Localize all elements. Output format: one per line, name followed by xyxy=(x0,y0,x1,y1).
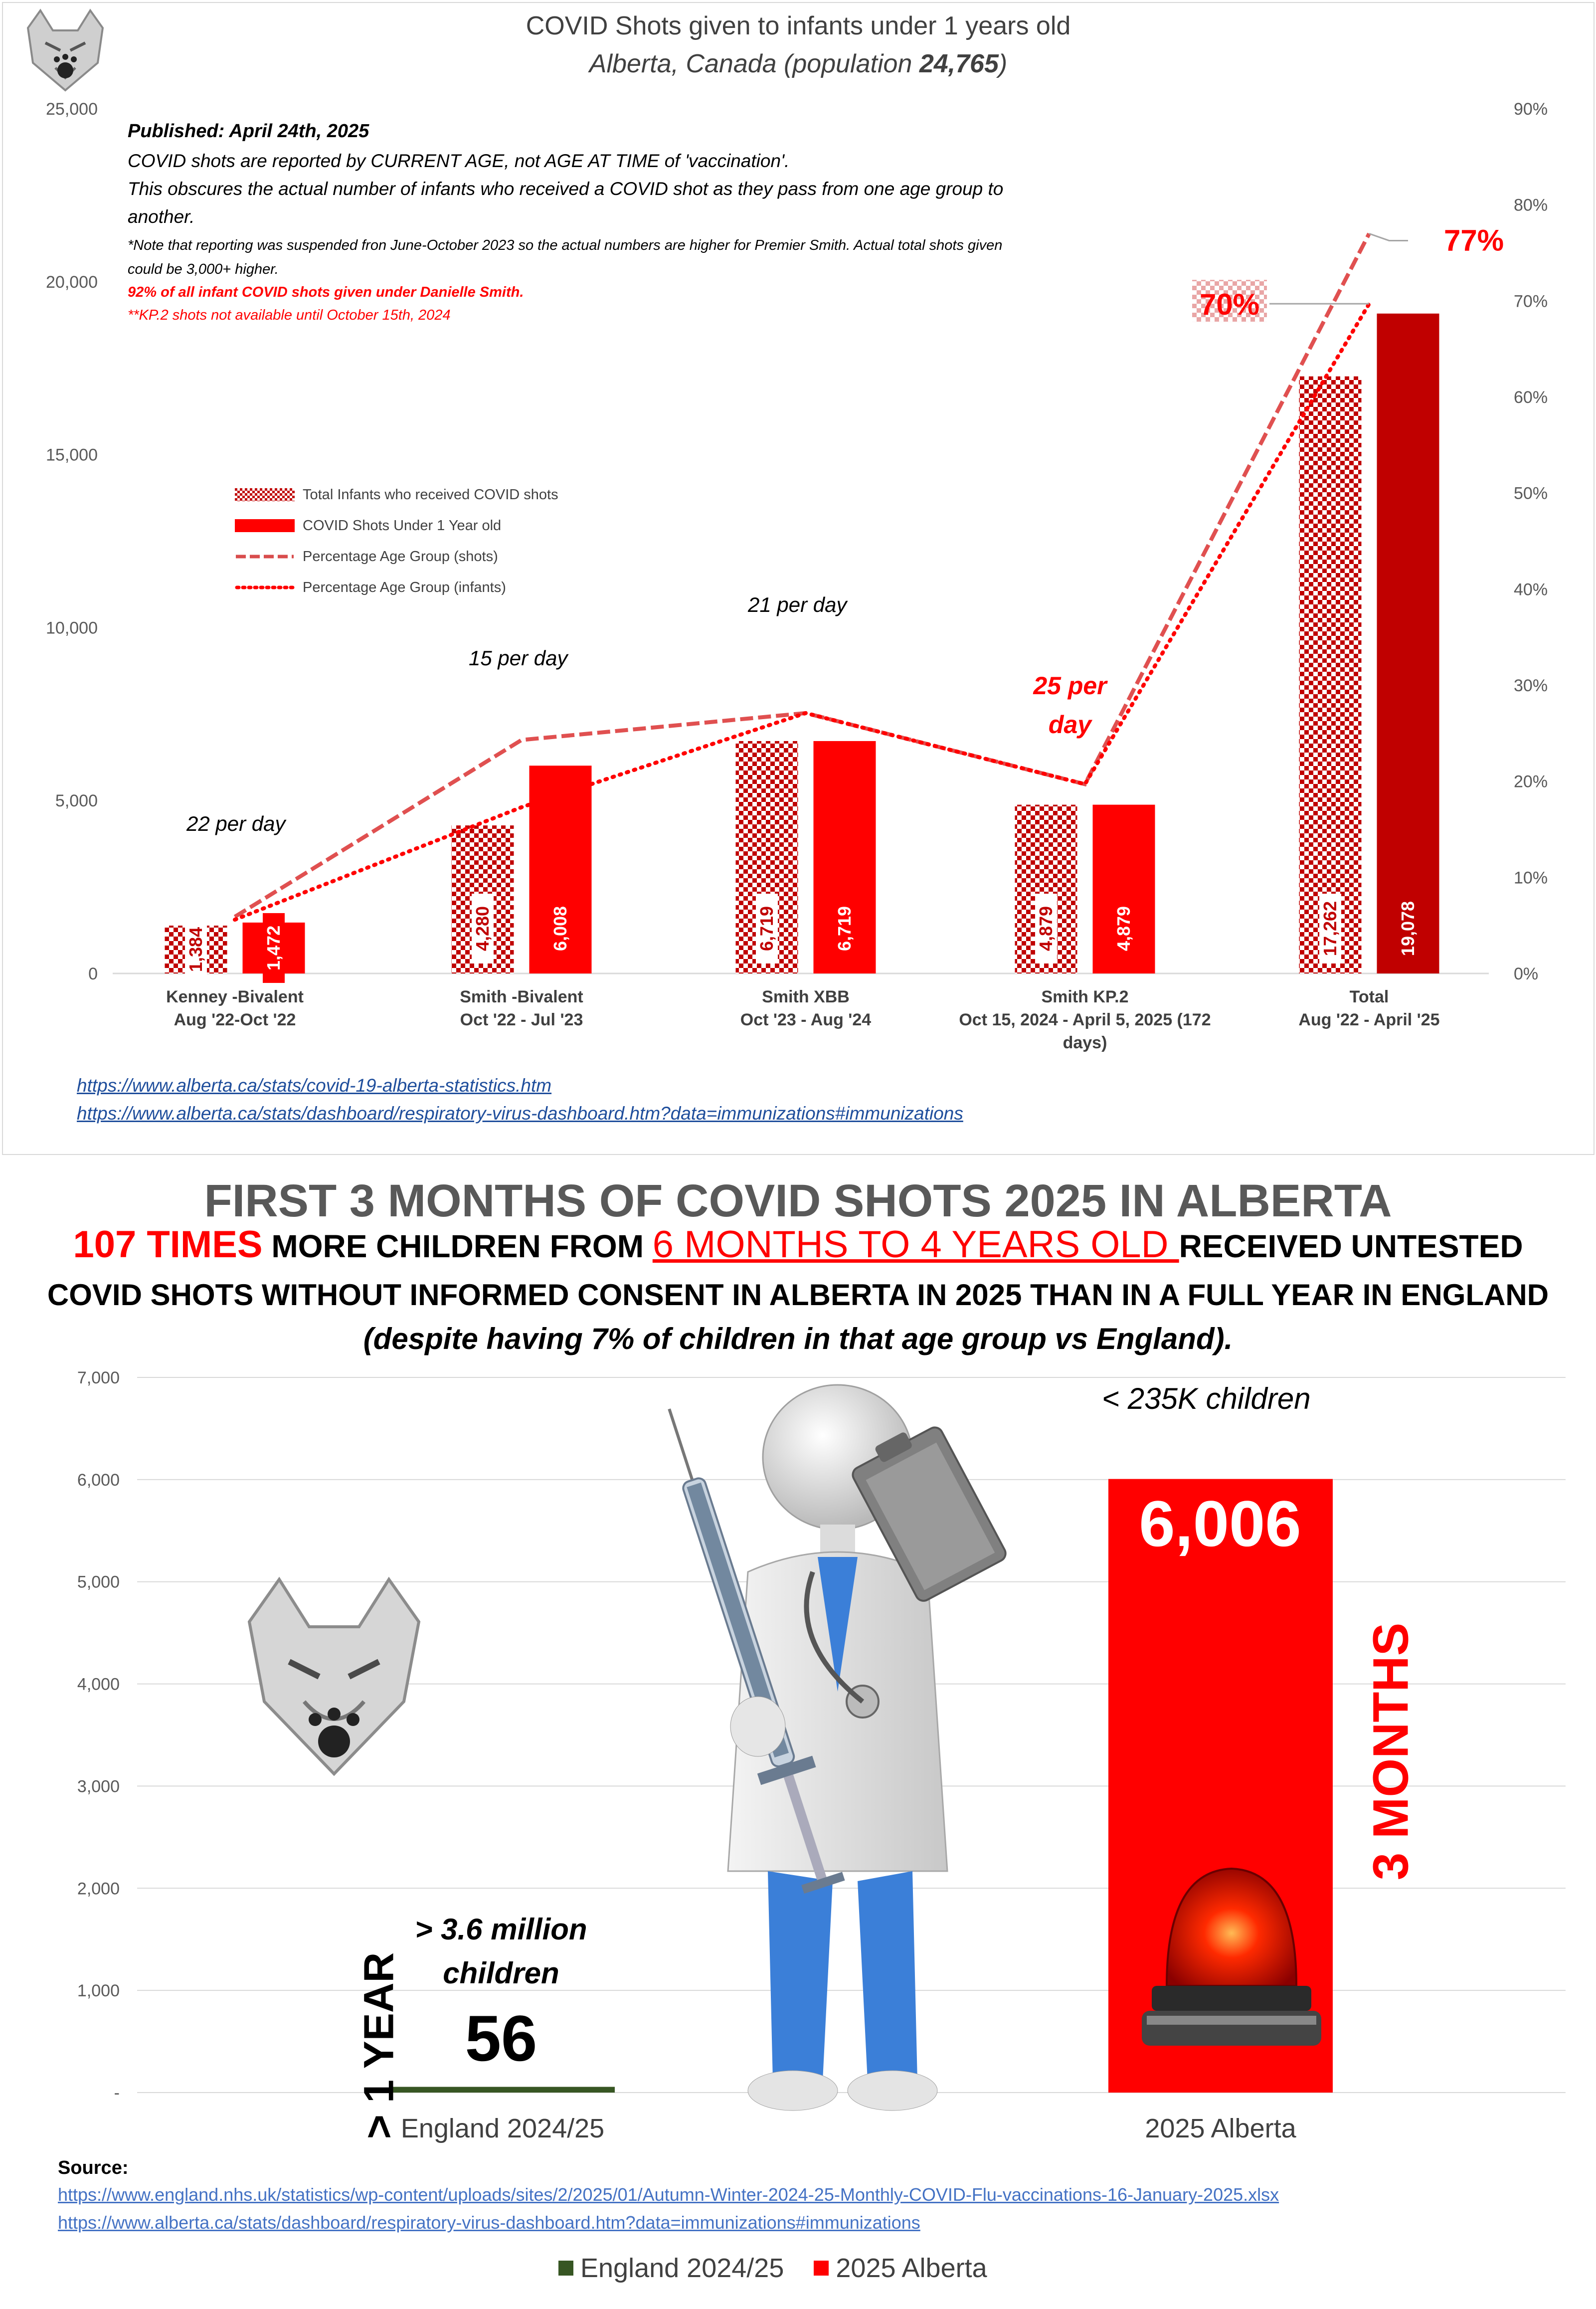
y2-tick-label: 20% xyxy=(1514,772,1548,791)
y-tick-label: 6,000 xyxy=(77,1470,120,1490)
note-suspension-a: *Note that reporting was suspended fron June-October 2023 so the actual numbers are higher for Premier Smith. Actual total shots given xyxy=(128,237,1003,253)
published-date: Published: April 24th, 2025 xyxy=(128,121,369,142)
category-label-line: Smith KP.2 xyxy=(1041,987,1129,1006)
data-label-shots-under-1: 19,078 xyxy=(1398,901,1418,957)
alberta-period-label: 3 MONTHS xyxy=(1363,1622,1419,1881)
y2-tick-label: 0% xyxy=(1514,964,1539,983)
doctor-syringe-illustration xyxy=(648,1382,1037,2120)
data-label-total-infants: 6,719 xyxy=(756,906,777,952)
category-label-line: Oct '22 - Jul '23 xyxy=(460,1010,583,1029)
category-label: England 2024/25 xyxy=(400,2114,605,2143)
top-chart-panel xyxy=(2,2,1595,1155)
annotation-kenney-per-day: 22 per day xyxy=(186,812,286,835)
alberta-children-annotation: < 235K children xyxy=(1102,1382,1311,1415)
source-link-1[interactable]: https://www.alberta.ca/stats/covid-19-alberta-statistics.htm xyxy=(77,1075,552,1096)
bottom-panel xyxy=(0,1158,1596,2309)
category-label-line: Smith XBB xyxy=(762,987,850,1006)
y-tick-label: 2,000 xyxy=(77,1879,120,1899)
chart-title: COVID Shots given to infants under 1 years old xyxy=(526,11,1071,40)
category-label-line: Kenney -Bivalent xyxy=(166,987,304,1006)
headline-2: 107 TIMES MORE CHILDREN FROM 6 MONTHS TO 4 YEARS OLD RECEIVED UNTESTED xyxy=(73,1223,1523,1266)
england-source-link[interactable]: https://www.england.nhs.uk/statistics/wp-content/uploads/sites/2/2025/01/Autumn-Winter-2024-25-Monthly-COVID-Flu-vaccinations-16-January-2025.xlsx xyxy=(58,2184,1279,2205)
y-tick-label: 5,000 xyxy=(77,1572,120,1592)
alarm-siren-icon xyxy=(1127,1841,1336,2056)
note-line-2: This obscures the actual number of infants who received a COVID shot as they pass from one age group to xyxy=(128,179,1004,199)
note-line-3: another. xyxy=(128,206,195,227)
wolf-logo-large-icon xyxy=(229,1572,439,1781)
category-label xyxy=(1264,985,1474,1031)
bar-total-infants xyxy=(1299,377,1362,973)
data-label-total-infants: 17,262 xyxy=(1320,901,1340,957)
top-bar-line-chart xyxy=(3,3,1594,1154)
category-label-line: Total xyxy=(1349,987,1389,1006)
y2-tick-label: 50% xyxy=(1514,484,1548,503)
legend-pct-infants: Percentage Age Group (infants) xyxy=(235,577,506,597)
legend-total-infants: Total Infants who received COVID shots xyxy=(235,485,558,505)
alberta-value-label: 6,006 xyxy=(1139,1487,1301,1560)
data-label-shots-under-1: 6,719 xyxy=(834,906,855,952)
y2-tick-label: 90% xyxy=(1514,100,1548,119)
annotation-kp2-per-day: 25 per day xyxy=(1033,672,1107,739)
line-pct-infants xyxy=(235,304,1369,920)
data-label-total-infants: 4,280 xyxy=(472,906,493,952)
category-label-line: Aug '22-Oct '22 xyxy=(174,1010,296,1029)
y-tick-label: 10,000 xyxy=(46,618,98,638)
category-label xyxy=(701,985,910,1031)
y2-tick-label: 60% xyxy=(1514,388,1548,407)
line-pct-shots xyxy=(235,233,1369,917)
alberta-source-link[interactable]: https://www.alberta.ca/stats/dashboard/respiratory-virus-dashboard.htm?data=immunizations#immunizations xyxy=(58,2212,920,2233)
note-suspension-b: could be 3,000+ higher. xyxy=(128,261,279,277)
note-red-2: **KP.2 shots not available until October 15th, 2024 xyxy=(128,307,451,323)
y-tick-label: 25,000 xyxy=(46,100,98,119)
data-label-shots-under-1: 1,472 xyxy=(263,925,284,970)
bar-shots-under-1 xyxy=(1377,314,1439,973)
y-tick-label: 7,000 xyxy=(77,1368,120,1387)
data-label-total-infants: 4,879 xyxy=(1036,906,1056,952)
data-label-shots-under-1: 6,008 xyxy=(550,906,570,952)
y-tick-label: 5,000 xyxy=(55,791,98,811)
source-label: Source: xyxy=(58,2157,129,2178)
label-70-percent: 70% xyxy=(1199,288,1260,322)
category-label xyxy=(417,985,626,1031)
category-label xyxy=(945,985,1225,1054)
y2-tick-label: 30% xyxy=(1514,676,1548,695)
category-label: 2025 Alberta xyxy=(1145,2114,1296,2143)
headline-4: (despite having 7% of children in that age group vs England). xyxy=(363,1322,1233,1355)
category-label-line: Aug '22 - April '25 xyxy=(1298,1010,1440,1029)
y-tick-label: 4,000 xyxy=(77,1675,120,1694)
legend-shots-under-1: COVID Shots Under 1 Year old xyxy=(235,516,501,536)
annotation-smith-bivalent-per-day: 15 per day xyxy=(469,646,568,670)
headline-1: FIRST 3 MONTHS OF COVID SHOTS 2025 IN ALBERTA xyxy=(204,1175,1392,1226)
leader-77 xyxy=(1369,233,1408,240)
category-label xyxy=(130,985,340,1031)
england-children-annotation-2: children xyxy=(443,1956,559,1990)
y-tick-label: 15,000 xyxy=(46,445,98,465)
y-tick-label: 0 xyxy=(88,964,98,983)
england-period-label: > 1 YEAR xyxy=(355,1952,402,2139)
y2-tick-label: 40% xyxy=(1514,580,1548,599)
england-value-label: 56 xyxy=(465,2002,537,2075)
bottom-legend: England 2024/25 2025 Alberta xyxy=(558,2253,987,2283)
y-tick-label: 1,000 xyxy=(77,1981,120,2001)
england-children-annotation-1: > 3.6 million xyxy=(415,1913,587,1946)
chart-subtitle: Alberta, Canada (population 24,765) xyxy=(589,49,1008,78)
legend-swatch-alberta xyxy=(814,2261,829,2276)
label-77-percent: 77% xyxy=(1443,223,1504,257)
y-tick-label: 3,000 xyxy=(77,1777,120,1796)
annotation-xbb-per-day: 21 per day xyxy=(748,593,847,616)
legend-swatch-england xyxy=(558,2261,573,2276)
note-line-1: COVID shots are reported by CURRENT AGE, not AGE AT TIME of 'vaccination'. xyxy=(128,151,790,171)
category-label-line: days) xyxy=(1063,1033,1107,1052)
data-label-shots-under-1: 4,879 xyxy=(1113,906,1134,952)
y2-tick-label: 80% xyxy=(1514,195,1548,215)
legend-pct-shots: Percentage Age Group (shots) xyxy=(235,547,498,567)
y-tick-label: 20,000 xyxy=(46,272,98,292)
bar-england xyxy=(390,2087,615,2093)
source-link-2[interactable]: https://www.alberta.ca/stats/dashboard/respiratory-virus-dashboard.htm?data=immunizations#immunizations xyxy=(77,1103,963,1124)
headline-3: COVID SHOTS WITHOUT INFORMED CONSENT IN ALBERTA IN 2025 THAN IN A FULL YEAR IN ENGLAND xyxy=(47,1278,1549,1312)
category-label-line: Oct '23 - Aug '24 xyxy=(740,1010,872,1029)
y-tick-label: - xyxy=(114,2084,120,2103)
category-label-line: Smith -Bivalent xyxy=(460,987,583,1006)
category-label-line: Oct 15, 2024 - April 5, 2025 (172 xyxy=(959,1010,1211,1029)
y2-tick-label: 70% xyxy=(1514,292,1548,311)
data-label-total-infants: 1,384 xyxy=(185,927,206,972)
y2-tick-label: 10% xyxy=(1514,868,1548,888)
note-red-1: 92% of all infant COVID shots given under Danielle Smith. xyxy=(128,284,524,300)
